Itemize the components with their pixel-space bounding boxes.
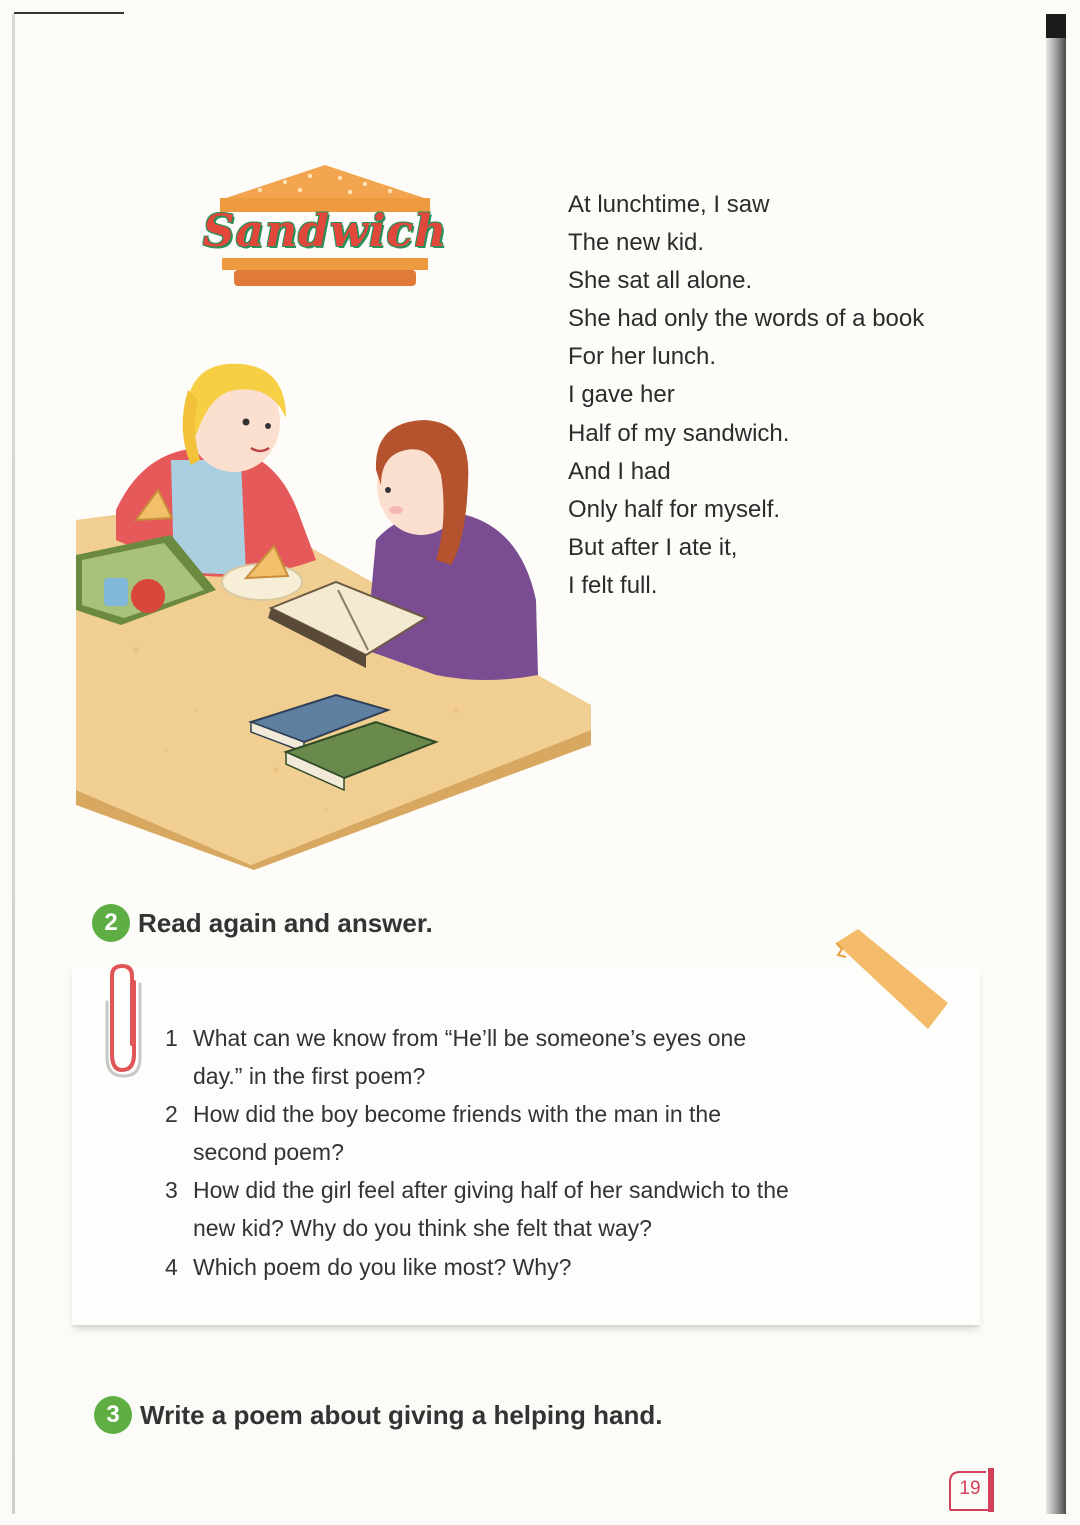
question-number: 3 [165,1177,178,1204]
poem-title: Sandwich [202,206,448,257]
poem-line: And I had [568,457,671,485]
question-line: Which poem do you like most? Why? [193,1253,572,1280]
sandwich-logo [200,160,450,295]
question-line: How did the girl feel after giving half of her sandwich to the [193,1177,789,1204]
poem-line: Only half for myself. [568,495,781,523]
page-edge-top [14,12,124,14]
question-line: day.” in the first poem? [193,1063,426,1090]
poem-line: I felt full. [568,571,658,599]
question-number: 1 [165,1025,178,1051]
question-item [165,1095,945,1171]
question-text [193,1095,721,1171]
page-edge-right [1046,14,1066,1514]
section-heading-text: Read again and answer. [138,907,433,938]
poem-line: I gave her [568,381,675,409]
question-line: new kid? Why do you think she felt that way? [193,1215,652,1242]
question-number: 4 [165,1253,178,1280]
poem-line: The new kid. [568,229,705,257]
page-edge-right-top [1046,14,1066,38]
question-line: second poem? [193,1139,344,1166]
section-heading-text: Write a poem about giving a helping hand. [140,1399,663,1430]
section-2-heading [92,904,433,942]
section-number-badge: 3 [94,1396,132,1434]
question-line: How did the boy become friends with the man in the [193,1101,722,1128]
question-list [165,1019,945,1286]
poem-line: For her lunch. [568,343,717,371]
poem-line: But after I ate it, [568,533,738,561]
page-edge-left [12,14,15,1514]
section-number-badge: 2 [92,904,130,942]
question-number: 2 [165,1101,178,1128]
lunch-table-illustration [76,350,596,870]
paperclip-icon [104,962,152,1080]
question-item [165,1248,945,1286]
poem-line: Half of my sandwich. [568,419,790,447]
question-text [193,1248,571,1286]
section-3-heading [94,1396,662,1434]
poem-line: At lunchtime, I saw [568,191,770,218]
poem-line: She had only the words of a book [568,305,925,333]
question-text [193,1171,789,1247]
poem [568,186,988,605]
question-item [165,1171,945,1247]
question-text [193,1019,746,1095]
question-line: What can we know from “He’ll be someone’s eyes one [193,1025,747,1051]
question-item [165,1019,945,1095]
page-number-text: 19 [959,1478,981,1499]
poem-line: She sat all alone. [568,267,753,295]
page-number [946,1468,996,1512]
